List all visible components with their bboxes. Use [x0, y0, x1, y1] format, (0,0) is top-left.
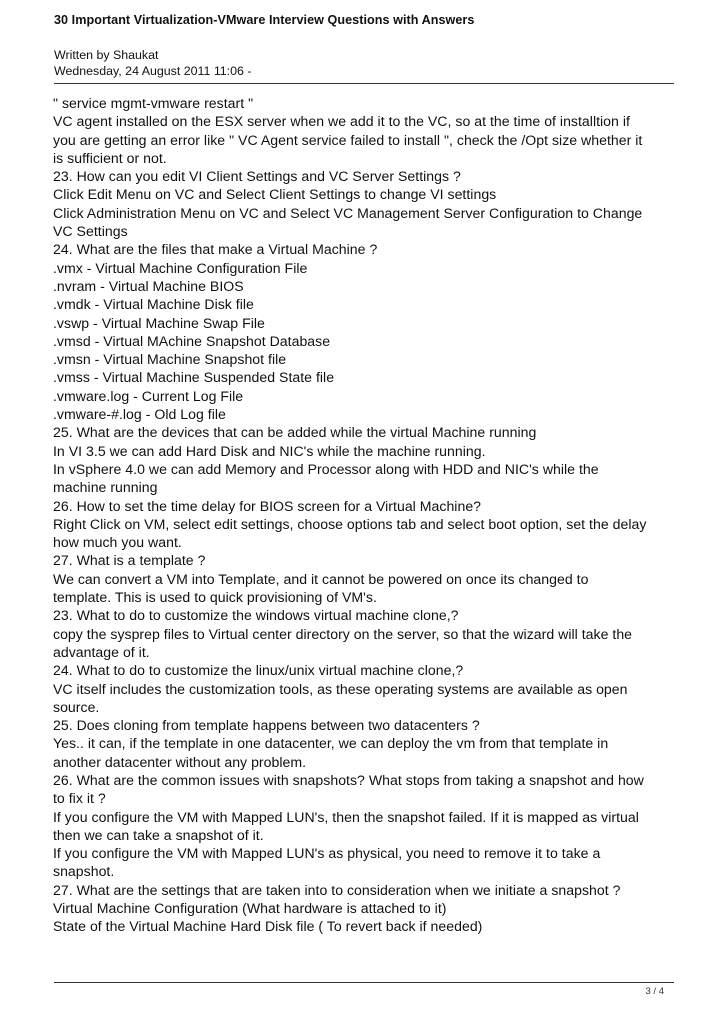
body-line: source. — [53, 698, 100, 715]
body-line: .vmsn - Virtual Machine Snapshot file — [53, 351, 287, 368]
body-line: If you configure the VM with Mapped LUN's, then the snapshot failed. If it is mapped as virtual — [53, 808, 639, 825]
body-line: 23. How can you edit VI Client Settings and VC Server Settings ? — [53, 168, 461, 185]
document-body — [53, 94, 678, 936]
body-line: VC Settings — [53, 223, 128, 240]
date-line: Wednesday, 24 August 2011 11:06 - — [54, 64, 252, 78]
body-line: In VI 3.5 we can add Hard Disk and NIC's while the machine running. — [53, 442, 486, 459]
header-divider — [54, 83, 674, 84]
body-line: .vmware-#.log - Old Log file — [53, 406, 226, 423]
body-line: copy the sysprep files to Virtual center directory on the server, so that the wizard will take the — [53, 625, 633, 642]
body-line: how much you want. — [53, 534, 182, 551]
page-number: 3 / 4 — [645, 986, 664, 997]
body-line: 24. What to do to customize the linux/unix virtual machine clone,? — [53, 662, 464, 679]
footer-divider — [54, 982, 674, 983]
body-line: .vmsd - Virtual MAchine Snapshot Database — [53, 332, 331, 349]
body-line: Yes.. it can, if the template in one datacenter, we can deploy the vm from that template in — [53, 735, 609, 752]
body-line: machine running — [53, 479, 158, 496]
body-line: 24. What are the files that make a Virtual Machine ? — [53, 241, 378, 258]
body-line: .vmdk - Virtual Machine Disk file — [53, 296, 254, 313]
body-line: then we can take a snapshot of it. — [53, 826, 264, 843]
body-line: to fix it ? — [53, 790, 106, 807]
body-line: 25. What are the devices that can be added while the virtual Machine running — [53, 424, 537, 441]
body-line: We can convert a VM into Template, and it cannot be powered on once its changed to — [53, 570, 589, 587]
body-line: 23. What to do to customize the windows virtual machine clone,? — [53, 607, 459, 624]
body-line: VC agent installed on the ESX server when we add it to the VC, so at the time of installtion if — [53, 113, 630, 130]
body-line: Click Edit Menu on VC and Select Client Settings to change VI settings — [53, 186, 497, 203]
body-line: Virtual Machine Configuration (What hardware is attached to it) — [53, 900, 447, 917]
body-line: is sufficient or not. — [53, 149, 167, 166]
body-line: .vmx - Virtual Machine Configuration File — [53, 259, 308, 276]
author-line: Written by Shaukat — [54, 48, 159, 62]
body-line: Right Click on VM, select edit settings, choose options tab and select boot option, set the delay — [53, 515, 647, 532]
body-line: template. This is used to quick provisioning of VM's. — [53, 589, 377, 606]
body-line: In vSphere 4.0 we can add Memory and Processor along with HDD and NIC's while the — [53, 460, 599, 477]
body-line: 27. What are the settings that are taken into to consideration when we initiate a snapshot ? — [53, 881, 621, 898]
body-line: " service mgmt-vmware restart " — [53, 95, 254, 111]
body-line: Click Administration Menu on VC and Select VC Management Server Configuration to Change — [53, 204, 643, 221]
body-line: 26. How to set the time delay for BIOS screen for a Virtual Machine? — [53, 497, 482, 514]
body-line: .vmware.log - Current Log File — [53, 387, 244, 404]
body-line: .nvram - Virtual Machine BIOS — [53, 277, 244, 294]
body-line: .vswp - Virtual Machine Swap File — [53, 314, 265, 331]
body-line: another datacenter without any problem. — [53, 753, 307, 770]
body-line: 27. What is a template ? — [53, 552, 206, 569]
body-line: you are getting an error like " VC Agent service failed to install ", check the /Opt size whether it — [53, 131, 643, 148]
body-line: snapshot. — [53, 863, 115, 880]
body-line: 25. Does cloning from template happens between two datacenters ? — [53, 717, 480, 734]
body-line: .vmss - Virtual Machine Suspended State file — [53, 369, 335, 386]
body-line: State of the Virtual Machine Hard Disk file ( To revert back if needed) — [53, 918, 483, 935]
body-line: advantage of it. — [53, 643, 150, 660]
document-title: 30 Important Virtualization-VMware Interview Questions with Answers — [54, 13, 475, 27]
body-line: VC itself includes the customization tools, as these operating systems are available as open — [53, 680, 628, 697]
body-line: If you configure the VM with Mapped LUN's as physical, you need to remove it to take a — [53, 845, 601, 862]
body-line: 26. What are the common issues with snapshots? What stops from taking a snapshot and how — [53, 771, 644, 788]
